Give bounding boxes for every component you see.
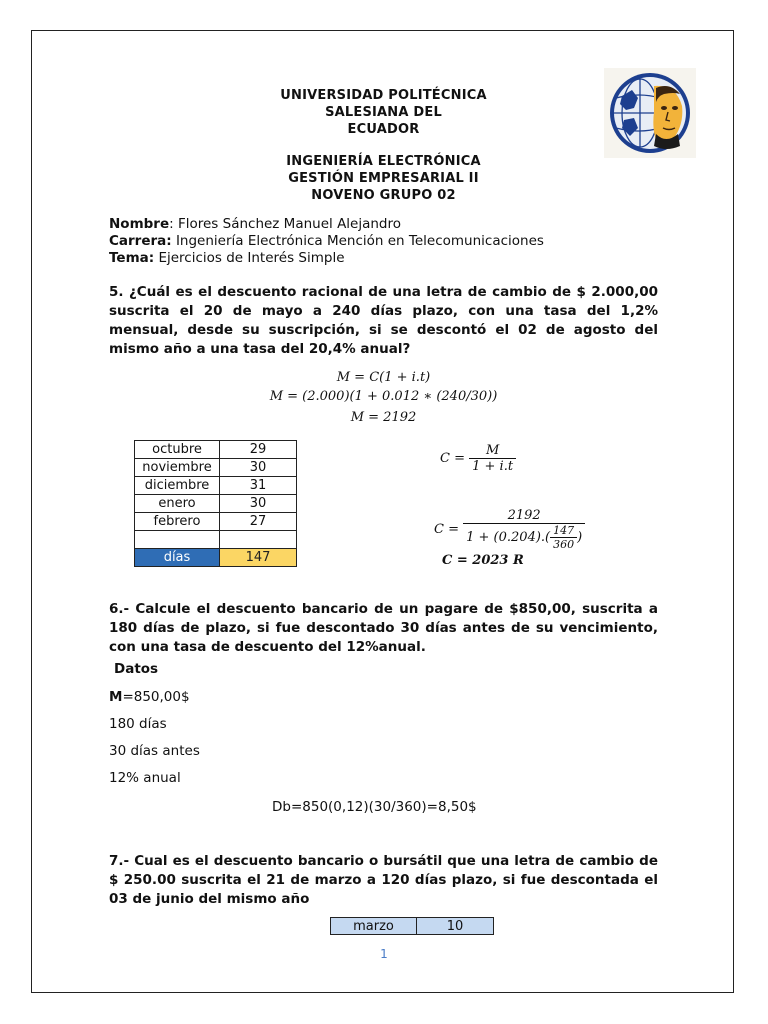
days-total-label: días bbox=[135, 549, 220, 567]
c2-den-post: ) bbox=[577, 530, 583, 545]
c2-numerator: 2192 bbox=[463, 508, 585, 524]
formula-present-value-numeric bbox=[434, 508, 604, 551]
marzo-table bbox=[330, 917, 494, 935]
days-total-value: 147 bbox=[220, 549, 297, 567]
career-value: Ingeniería Electrónica Mención en Telecomunicaciones bbox=[171, 233, 544, 249]
datos-m-value: =850,00$ bbox=[122, 689, 190, 705]
days-count-cell: 29 bbox=[220, 441, 297, 459]
marzo-row bbox=[331, 918, 494, 935]
name-value: : Flores Sánchez Manuel Alejandro bbox=[169, 216, 402, 232]
c2-inner-num: 147 bbox=[550, 524, 577, 538]
formula-simple-interest: M = C(1 + i.t) bbox=[336, 370, 431, 385]
student-career bbox=[109, 233, 544, 250]
formula-present-value bbox=[440, 443, 580, 474]
topic-label: Tema: bbox=[109, 250, 155, 266]
cf-fraction bbox=[469, 443, 516, 474]
c2-den-pre: 1 + (0.204).( bbox=[466, 530, 551, 545]
name-label: Nombre bbox=[109, 216, 170, 232]
course-header bbox=[230, 153, 537, 204]
days-table-row bbox=[135, 531, 297, 549]
formula-result-m: M = 2192 bbox=[350, 410, 417, 425]
days-count-cell bbox=[220, 531, 297, 549]
header-line-1: UNIVERSIDAD POLITÉCNICA bbox=[280, 88, 487, 103]
header-line-3: ECUADOR bbox=[347, 122, 420, 137]
c2-fraction bbox=[463, 508, 585, 551]
university-header bbox=[230, 87, 537, 138]
student-name bbox=[109, 216, 401, 233]
days-month-cell: diciembre bbox=[135, 477, 220, 495]
marzo-days: 10 bbox=[417, 918, 494, 935]
university-logo bbox=[604, 68, 696, 158]
cf-lhs: C = bbox=[440, 451, 465, 466]
days-table-row bbox=[135, 477, 297, 495]
days-count-cell: 30 bbox=[220, 459, 297, 477]
datos-m bbox=[109, 689, 190, 705]
days-count-cell: 31 bbox=[220, 477, 297, 495]
days-month-cell: noviembre bbox=[135, 459, 220, 477]
days-count-cell: 27 bbox=[220, 513, 297, 531]
question-6-text: 6.- Calcule el descuento bancario de un pagare de $850,00, suscrita a 180 días de plazo, si fue descontado 30 días antes de su vencimiento, con una tasa de descuento del 12%anual. bbox=[109, 601, 658, 655]
cf-denominator: 1 + i.t bbox=[472, 459, 514, 474]
datos-line-2: 180 días bbox=[109, 716, 167, 732]
assignment-topic bbox=[109, 250, 345, 267]
days-table-row bbox=[135, 459, 297, 477]
question-7-text: 7.- Cual es el descuento bancario o bursátil que una letra de cambio de $ 250.00 suscrita el 21 de marzo a 120 días plazo, si fue descontada el 03 de junio del mismo año bbox=[109, 853, 658, 907]
career-label: Carrera: bbox=[109, 233, 172, 249]
bank-discount-formula: Db=850(0,12)(30/360)=8,50$ bbox=[272, 799, 477, 815]
days-month-cell: febrero bbox=[135, 513, 220, 531]
days-month-cell bbox=[135, 531, 220, 549]
marzo-month: marzo bbox=[331, 918, 417, 935]
c2-inner-den: 360 bbox=[553, 538, 575, 551]
formula-substitution: M = (2.000)(1 + 0.012 ∗ (240/30)) bbox=[269, 389, 498, 404]
days-table-body bbox=[135, 441, 297, 549]
days-table-row bbox=[135, 513, 297, 531]
formula-final-result: C = 2023 R bbox=[442, 553, 524, 568]
days-total-row bbox=[135, 549, 297, 567]
c2-inner-fraction bbox=[550, 524, 577, 551]
datos-m-label: M bbox=[109, 689, 123, 705]
datos-line-4: 12% anual bbox=[109, 770, 181, 786]
question-5-text: 5. ¿Cuál es el descuento racional de una letra de cambio de $ 2.000,00 suscrita el 20 de mayo a 240 días plazo, con una tasa del 1,2% mensual, desde su suscripción, si se descontó el 02 de agosto del mismo año a una tasa del 20,4% anual? bbox=[109, 284, 658, 357]
cf-numerator: M bbox=[469, 443, 516, 459]
header-line-2: SALESIANA DEL bbox=[325, 105, 442, 120]
header-line-4: INGENIERÍA ELECTRÓNICA bbox=[286, 154, 481, 169]
header-line-6: NOVENO GRUPO 02 bbox=[311, 188, 456, 203]
topic-value: Ejercicios de Interés Simple bbox=[154, 250, 345, 266]
header-line-5: GESTIÓN EMPRESARIAL II bbox=[288, 171, 479, 186]
days-month-cell: enero bbox=[135, 495, 220, 513]
days-table bbox=[134, 440, 297, 567]
days-table-row bbox=[135, 495, 297, 513]
c2-lhs: C = bbox=[434, 522, 459, 537]
days-table-row bbox=[135, 441, 297, 459]
days-count-cell: 30 bbox=[220, 495, 297, 513]
datos-line-3: 30 días antes bbox=[109, 743, 200, 759]
c2-denominator bbox=[463, 524, 585, 551]
page-number: 1 bbox=[380, 947, 388, 961]
days-month-cell: octubre bbox=[135, 441, 220, 459]
datos-label: Datos bbox=[114, 661, 159, 677]
